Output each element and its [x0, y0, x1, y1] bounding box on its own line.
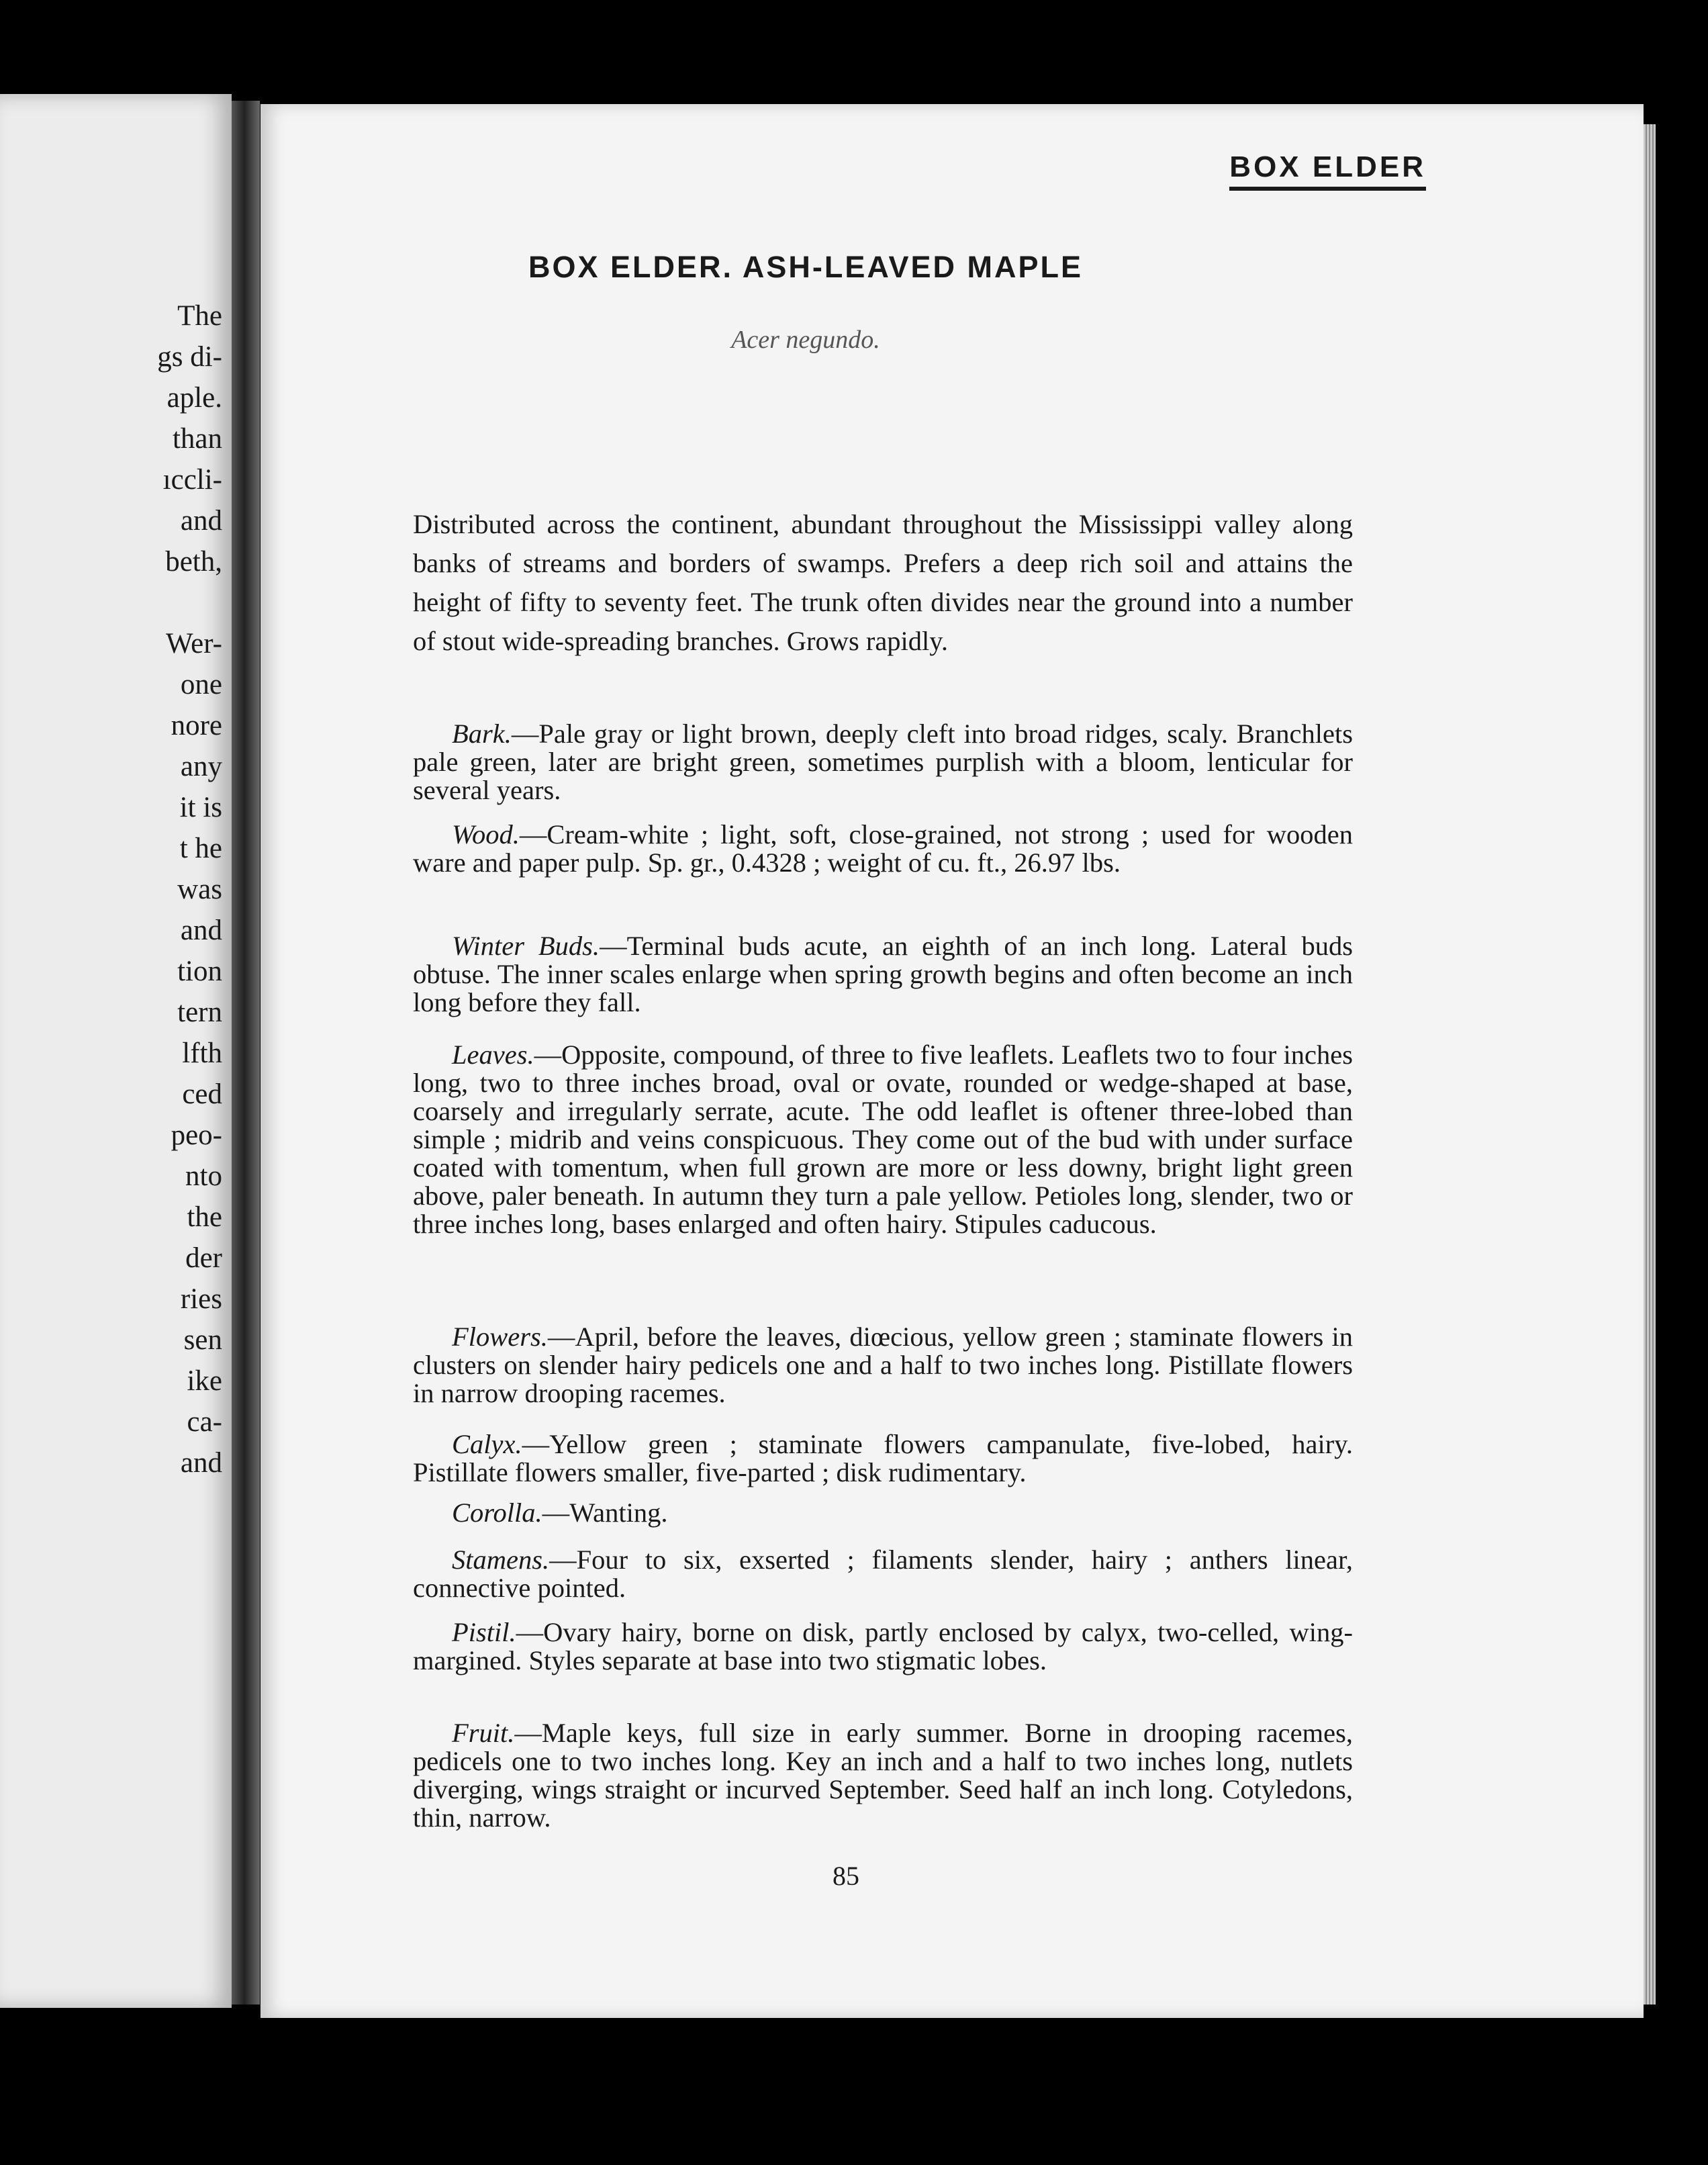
- left-page-fragment: peo-: [171, 1119, 222, 1151]
- section-text: —April, before the leaves, diœcious, yellow green ; staminate flowers in clusters on slender hairy pedicels one and a half to two inches long. Pistillate flowers in narrow drooping racemes.: [413, 1322, 1353, 1408]
- section-text: —Maple keys, full size in early summer. Borne in drooping racemes, pedicels one to two inches long. Key an inch and a half to two inches long, nutlets diverging, wings straight or incurved September. Seed half an inch long. Cotyledons, thin, narrow.: [413, 1718, 1353, 1833]
- left-page-fragment: ıccli-: [162, 464, 222, 496]
- left-page-fragment: and: [180, 505, 222, 537]
- section-text: —Pale gray or light brown, deeply cleft into broad ridges, scaly. Branchlets pale green, later are bright green, sometimes purplish with a bloom, lenticular for several years.: [413, 719, 1353, 805]
- left-page-fragment: The: [177, 300, 222, 332]
- section-pistil: [413, 1618, 1353, 1675]
- left-page-fragment: ced: [182, 1078, 222, 1110]
- left-page-fragment: ries: [180, 1283, 222, 1315]
- section-text: —Terminal buds acute, an eighth of an inch long. Lateral buds obtuse. The inner scales enlarge when spring growth begins and often become an inch long before they fall.: [413, 931, 1353, 1017]
- page-edges: [1644, 124, 1656, 2005]
- left-page-fragment: beth,: [165, 546, 222, 578]
- left-page-fragment: it is: [179, 792, 222, 823]
- running-head: BOX ELDER: [1229, 150, 1426, 191]
- left-page-fragment: any: [180, 751, 222, 782]
- left-page-fragment: ca-: [187, 1406, 222, 1438]
- section-flowers: [413, 1323, 1353, 1408]
- section-heading: Leaves.: [452, 1040, 534, 1070]
- section-heading: Winter Buds.: [452, 931, 600, 961]
- section-heading: Stamens.: [452, 1545, 550, 1575]
- left-page-fragment: lfth: [182, 1038, 222, 1069]
- section-text: —Cream-white ; light, soft, close-grained, not strong ; used for wooden ware and paper pulp. Sp. gr., 0.4328 ; weight of cu. ft., 26.97 lbs.: [413, 819, 1353, 878]
- left-page-fragment: the: [187, 1201, 222, 1233]
- section-calyx: [413, 1430, 1353, 1487]
- left-page-fragment: nore: [171, 710, 222, 741]
- section-heading: Bark.: [452, 719, 512, 749]
- left-page-fragment: than: [172, 423, 222, 455]
- left-page-fragment: nto: [185, 1160, 222, 1192]
- page-title: BOX ELDER. ASH-LEAVED MAPLE: [528, 250, 1084, 284]
- section-text: —Four to six, exserted ; filaments slender, hairy ; anthers linear, connective pointed.: [413, 1545, 1353, 1603]
- section-text: —Ovary hairy, borne on disk, partly enclosed by calyx, two-celled, wing-margined. Styles separate at base into two stigmatic lobes.: [413, 1617, 1353, 1675]
- left-page-fragment: gs di-: [157, 341, 222, 373]
- left-page-fragment: tion: [177, 956, 222, 987]
- section-heading: Wood.: [452, 819, 520, 849]
- section-wood: [413, 821, 1353, 877]
- page-number: 85: [833, 1861, 859, 1891]
- left-page-fragment: ike: [187, 1365, 222, 1397]
- section-stamens: [413, 1546, 1353, 1602]
- scientific-name: Acer negundo.: [731, 326, 880, 354]
- section-leaves: [413, 1041, 1353, 1238]
- section-winter-buds: [413, 932, 1353, 1017]
- section-text: —Yellow green ; staminate flowers campanulate, five-lobed, hairy. Pistillate flowers smaller, five-parted ; disk rudimentary.: [413, 1429, 1353, 1487]
- section-text: —Wanting.: [542, 1498, 668, 1528]
- left-page-fragment: one: [180, 669, 222, 700]
- section-bark: [413, 720, 1353, 804]
- left-page-fragment: Wer-: [165, 628, 222, 659]
- section-heading: Flowers.: [452, 1322, 548, 1352]
- distribution-paragraph: Distributed across the continent, abundant throughout the Mississippi valley along banks of streams and borders of swamps. Prefers a deep rich soil and attains the height of fifty to seventy feet. The trunk often divides near the ground into a number of stout wide-spreading branches. Grows rapidly.: [413, 509, 1353, 656]
- left-page-fragment: was: [177, 874, 222, 905]
- section-text: —Opposite, compound, of three to five leaflets. Leaflets two to four inches long, two to three inches broad, oval or ovate, rounded or wedge-shaped at base, coarsely and irregularly serrate, acute. The odd leaflet is oftener three-lobed than simple ; midrib and veins conspicuous. They come out of the bud with under surface coated with tomentum, when full grown are more or less downy, bright light green above, paler beneath. In autumn they turn a pale yellow. Petioles long, slender, two or three inches long, bases enlarged and often hairy. Stipules caducous.: [413, 1040, 1353, 1239]
- section-heading: Corolla.: [452, 1498, 542, 1528]
- left-page-fragment: tern: [177, 997, 222, 1028]
- left-facing-page: [0, 94, 232, 2008]
- left-page-fragment: and: [180, 915, 222, 946]
- left-page-fragment: t he: [179, 833, 222, 864]
- left-page-fragment: and: [180, 1447, 222, 1479]
- section-heading: Fruit.: [452, 1718, 515, 1748]
- left-page-fragment: aple.: [167, 382, 222, 414]
- left-page-fragment: der: [185, 1242, 222, 1274]
- section-corolla: [413, 1499, 1353, 1527]
- section-heading: Calyx.: [452, 1429, 522, 1459]
- book-gutter: [232, 101, 260, 2005]
- left-page-fragment: sen: [183, 1324, 222, 1356]
- section-fruit: [413, 1719, 1353, 1832]
- section-heading: Pistil.: [452, 1617, 516, 1647]
